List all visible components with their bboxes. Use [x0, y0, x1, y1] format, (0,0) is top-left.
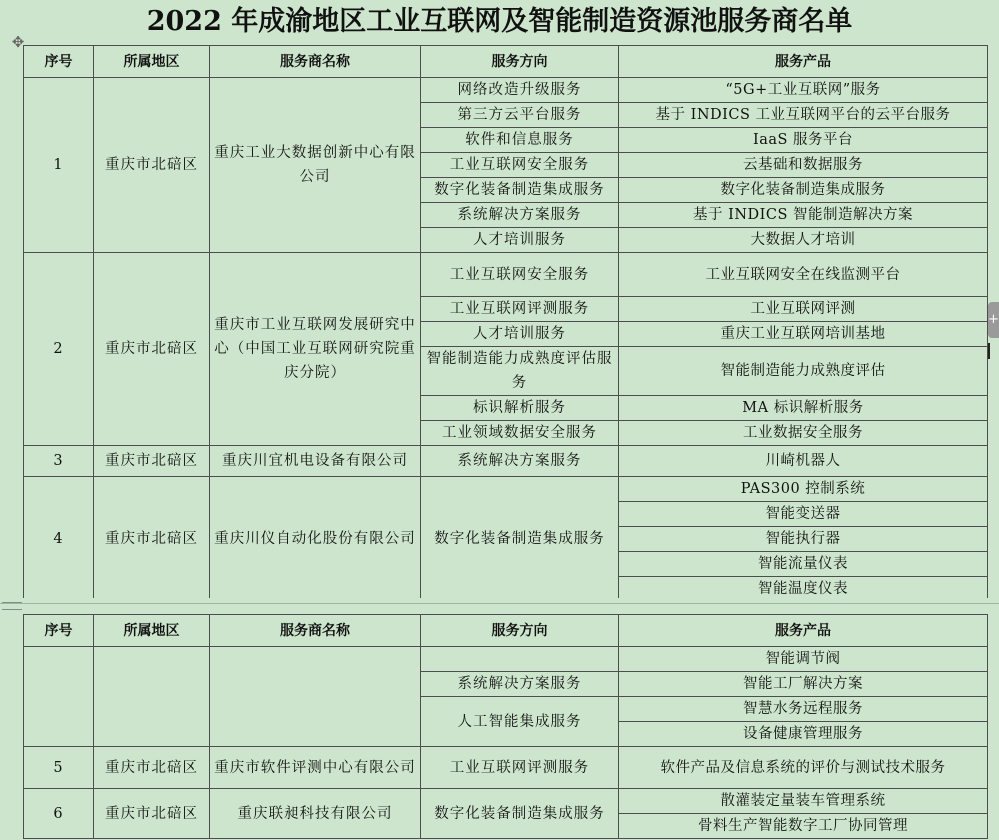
cell-region: 重庆市北碚区: [94, 78, 210, 253]
cell-provider: 重庆市软件评测中心有限公司: [210, 747, 421, 789]
cell-provider: 重庆川仪自动化股份有限公司: [210, 477, 421, 602]
cell-product: 川崎机器人: [619, 446, 988, 477]
cell-no: 4: [24, 477, 94, 602]
cell-no: 5: [24, 747, 94, 789]
header-product: 服务产品: [619, 46, 988, 78]
cell-provider-empty: [210, 647, 421, 747]
cell-product: 数字化装备制造集成服务: [619, 178, 988, 203]
cell-direction: 标识解析服务: [421, 396, 619, 421]
cell-direction: 工业互联网安全服务: [421, 253, 619, 297]
header-region: 所属地区: [94, 46, 210, 78]
cell-direction: 智能制造能力成熟度评估服务: [421, 347, 619, 396]
cell-product: PAS300 控制系统: [619, 477, 988, 502]
cell-direction: 数字化装备制造集成服务: [421, 178, 619, 203]
cell-region-empty: [94, 647, 210, 747]
cell-product: MA 标识解析服务: [619, 396, 988, 421]
header-product: 服务产品: [619, 615, 988, 647]
cell-direction-empty: [421, 647, 619, 672]
cell-provider: 重庆联昶科技有限公司: [210, 789, 421, 839]
text-cursor: [988, 343, 990, 359]
cell-product: 智能调节阀: [619, 647, 988, 672]
cell-product: 智慧水务远程服务: [619, 697, 988, 722]
page-title: 2022 年成渝地区工业互联网及智能制造资源池服务商名单: [146, 6, 853, 37]
service-provider-table-page1: [23, 45, 988, 602]
cell-region: 重庆市北碚区: [94, 747, 210, 789]
cell-no: 1: [24, 78, 94, 253]
cell-product: 工业互联网安全在线监测平台: [619, 253, 988, 297]
cell-direction: 人才培训服务: [421, 228, 619, 253]
table-header-row: [24, 615, 988, 647]
cell-direction: 系统解决方案服务: [421, 672, 619, 697]
header-direction: 服务方向: [421, 46, 619, 78]
table-row: [24, 747, 988, 789]
cell-product: 智能温度仪表: [619, 577, 988, 602]
cell-product: 智能执行器: [619, 527, 988, 552]
cell-product: IaaS 服务平台: [619, 128, 988, 153]
cell-direction: 工业互联网安全服务: [421, 153, 619, 178]
cell-product: 设备健康管理服务: [619, 722, 988, 747]
cell-provider: 重庆川宜机电设备有限公司: [210, 446, 421, 477]
cell-direction: 系统解决方案服务: [421, 446, 619, 477]
cell-no: 2: [24, 253, 94, 446]
table-header-row: [24, 46, 988, 78]
cell-provider: 重庆工业大数据创新中心有限公司: [210, 78, 421, 253]
cell-product: 智能变送器: [619, 502, 988, 527]
cell-region: 重庆市北碚区: [94, 446, 210, 477]
cell-product: 重庆工业互联网培训基地: [619, 322, 988, 347]
cell-product: 散灌装定量装车管理系统: [619, 789, 988, 814]
page-corner-mark: [2, 602, 22, 610]
cell-region: 重庆市北碚区: [94, 477, 210, 602]
header-direction: 服务方向: [421, 615, 619, 647]
table-row: [24, 78, 988, 103]
table-row: [24, 477, 988, 502]
cell-product: 云基础和数据服务: [619, 153, 988, 178]
cell-product: 工业数据安全服务: [619, 421, 988, 446]
service-provider-table-page2: [23, 614, 988, 839]
cell-direction: 工业领域数据安全服务: [421, 421, 619, 446]
cell-product: “5G+工业互联网”服务: [619, 78, 988, 103]
page-break: [0, 598, 999, 614]
cell-product: 工业互联网评测: [619, 297, 988, 322]
cell-no: 6: [24, 789, 94, 839]
cell-product: 基于 INDICS 工业互联网平台的云平台服务: [619, 103, 988, 128]
table-row: [24, 789, 988, 814]
cell-region: 重庆市北碚区: [94, 789, 210, 839]
cell-no-empty: [24, 647, 94, 747]
cell-no: 3: [24, 446, 94, 477]
cell-product: 基于 INDICS 智能制造解决方案: [619, 203, 988, 228]
header-provider: 服务商名称: [210, 615, 421, 647]
cell-product: 智能流量仪表: [619, 552, 988, 577]
cell-product: 智能制造能力成熟度评估: [619, 347, 988, 396]
table-move-handle-icon[interactable]: ✥: [11, 33, 25, 51]
cell-direction: 数字化装备制造集成服务: [421, 789, 619, 839]
side-expand-tab-icon[interactable]: +: [988, 302, 999, 338]
header-provider: 服务商名称: [210, 46, 421, 78]
cell-provider: 重庆市工业互联网发展研究中心（中国工业互联网研究院重庆分院）: [210, 253, 421, 446]
table-row: [24, 446, 988, 477]
cell-direction: 第三方云平台服务: [421, 103, 619, 128]
cell-product: 软件产品及信息系统的评价与测试技术服务: [619, 747, 988, 789]
cell-direction: 人才培训服务: [421, 322, 619, 347]
table-row: [24, 647, 988, 672]
header-no: 序号: [24, 46, 94, 78]
cell-direction: 软件和信息服务: [421, 128, 619, 153]
cell-product: 大数据人才培训: [619, 228, 988, 253]
cell-direction: 网络改造升级服务: [421, 78, 619, 103]
cell-direction: 数字化装备制造集成服务: [421, 477, 619, 602]
header-no: 序号: [24, 615, 94, 647]
table-row: [24, 253, 988, 297]
cell-product: 智能工厂解决方案: [619, 672, 988, 697]
cell-direction: 工业互联网评测服务: [421, 747, 619, 789]
cell-direction: 人工智能集成服务: [421, 697, 619, 747]
header-region: 所属地区: [94, 615, 210, 647]
cell-region: 重庆市北碚区: [94, 253, 210, 446]
cell-product: 骨料生产智能数字工厂协同管理: [619, 814, 988, 839]
cell-direction: 工业互联网评测服务: [421, 297, 619, 322]
cell-direction: 系统解决方案服务: [421, 203, 619, 228]
